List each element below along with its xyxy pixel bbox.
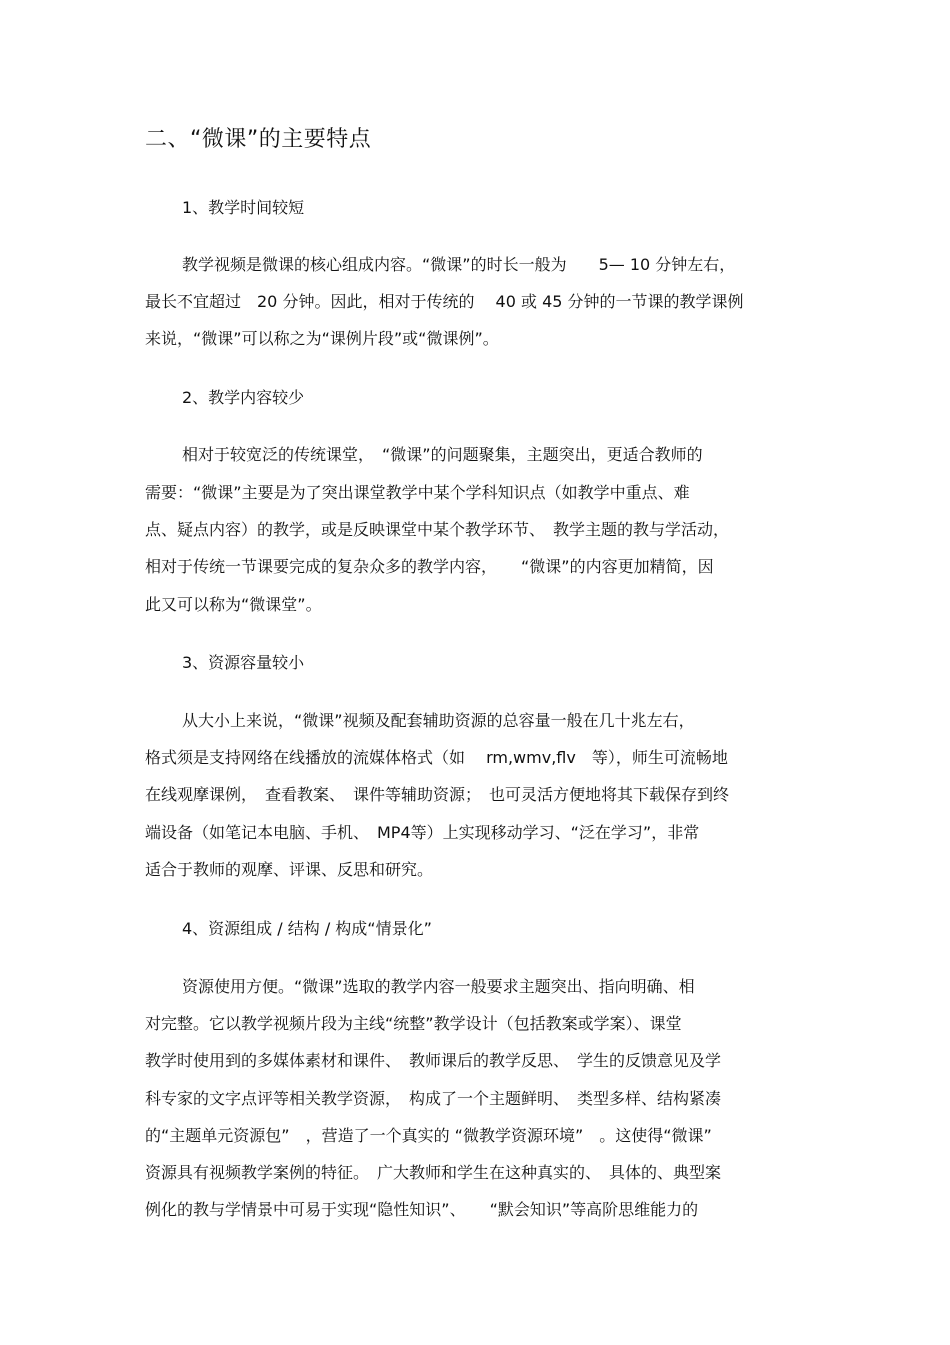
paragraph-line: 资源使用方便。“微课”选取的教学内容一般要求主题突出、指向明确、相: [182, 977, 695, 996]
paragraph-line: 相对于较宽泛的传统课堂， “微课”的问题聚集，主题突出，更适合教师的: [182, 445, 703, 464]
paragraph-line: 适合于教师的观摩、评课、反思和研究。: [145, 860, 434, 879]
paragraph-line: 需要：“微课”主要是为了突出课堂教学中某个学科知识点（如教学中重点、难: [145, 483, 690, 502]
paragraph-line: 教学视频是微课的核心组成内容。“微课”的时长一般为 5— 10 分钟左右，: [182, 255, 736, 274]
section-heading-2: 2、教学内容较少: [182, 388, 305, 407]
paragraph-line: 的“主题单元资源包” ，营造了一个真实的 “微教学资源环境” 。这使得“微课”: [145, 1126, 712, 1145]
paragraph-line: 格式须是支持网络在线播放的流媒体格式（如 rm,wmv,flv 等），师生可流畅地: [145, 748, 728, 767]
paragraph-line: 科专家的文字点评等相关教学资源， 构成了一个主题鲜明、 类型多样、结构紧凑: [145, 1089, 722, 1108]
paragraph-line: 资源具有视频教学案例的特征。 广大教师和学生在这种真实的、 具体的、典型案: [145, 1163, 722, 1182]
paragraph-line: 教学时使用到的多媒体素材和课件、 教师课后的教学反思、 学生的反馈意见及学: [145, 1051, 722, 1070]
paragraph-line: 在线观摩课例， 查看教案、 课件等辅助资源； 也可灵活方便地将其下载保存到终: [145, 785, 730, 804]
section-heading-3: 3、资源容量较小: [182, 653, 305, 672]
paragraph-line: 来说，“微课”可以称之为“课例片段”或“微课例”。: [145, 329, 499, 348]
paragraph-line: 例化的教与学情景中可易于实现“隐性知识”、 “默会知识”等高阶思维能力的: [145, 1200, 699, 1219]
paragraph-line: 此又可以称为“微课堂”。: [145, 595, 322, 614]
page-title: 二、“微课”的主要特点: [145, 127, 372, 152]
paragraph-line: 端设备（如笔记本电脑、手机、 MP4等）上实现移动学习、“泛在学习”，非常: [145, 823, 700, 842]
paragraph-line: 点、疑点内容）的教学，或是反映课堂中某个教学环节、 教学主题的教与学活动，: [145, 520, 730, 539]
paragraph-line: 对完整。它以教学视频片段为主线“统整”教学设计（包括教案或学案）、课堂: [145, 1014, 682, 1033]
paragraph-line: 从大小上来说，“微课”视频及配套辅助资源的总容量一般在几十兆左右，: [182, 711, 695, 730]
section-heading-1: 1、教学时间较短: [182, 198, 305, 217]
paragraph-line: 相对于传统一节课要完成的复杂众多的教学内容， “微课”的内容更加精简，因: [145, 557, 714, 576]
section-heading-4: 4、资源组成 / 结构 / 构成“情景化”: [182, 919, 432, 938]
paragraph-line: 最长不宜超过 20 分钟。因此，相对于传统的 40 或 45 分钟的一节课的教学课例: [145, 292, 744, 311]
